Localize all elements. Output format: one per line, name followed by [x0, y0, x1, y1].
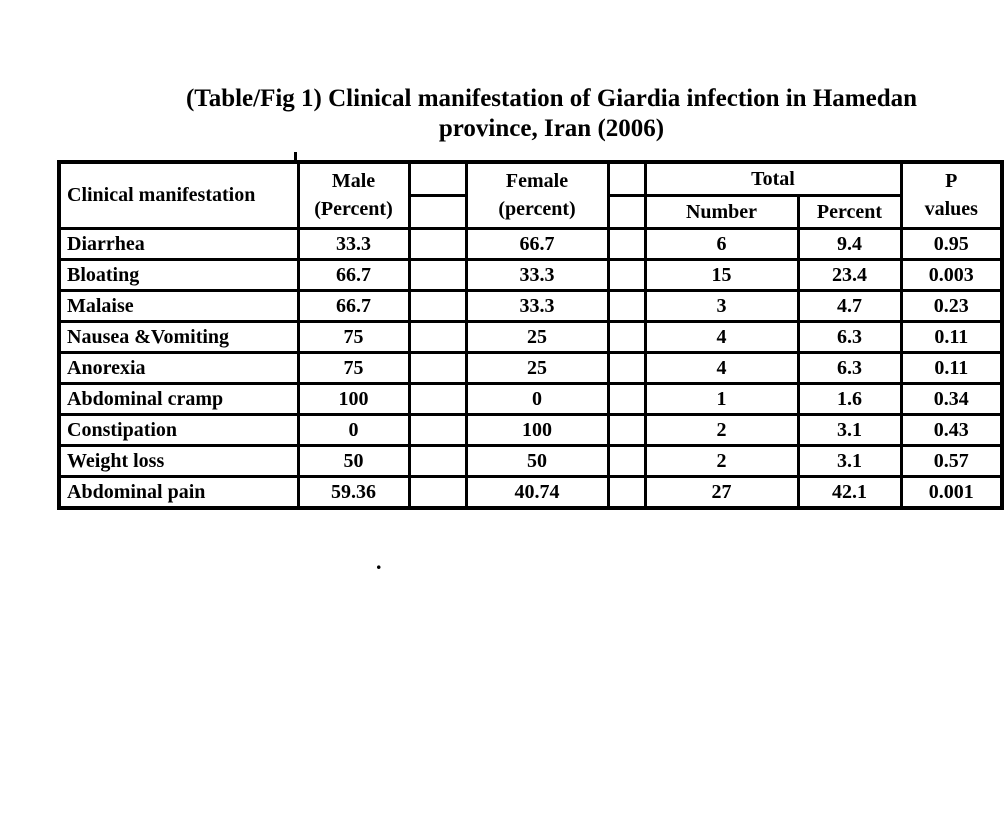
- header-clinical-manifestation: Clinical manifestation: [59, 162, 298, 228]
- header-spacer-2-bottom: [608, 195, 645, 228]
- cell-number: 4: [645, 321, 798, 352]
- cell-male: 66.7: [298, 259, 409, 290]
- table-row-abdominal-pain: [59, 476, 1002, 508]
- table-row-anorexia: [59, 352, 1002, 383]
- cell-spacer: [608, 290, 645, 321]
- table-row-abdominal-cramp: [59, 383, 1002, 414]
- header-p-values: [901, 162, 1002, 228]
- cell-male: 100: [298, 383, 409, 414]
- header-row-1: [59, 162, 1002, 195]
- header-female-line1: Female: [505, 170, 569, 193]
- cell-female: 33.3: [466, 290, 608, 321]
- cell-number: 6: [645, 228, 798, 259]
- header-spacer-1-bottom: [409, 195, 466, 228]
- cell-p-value: 0.11: [901, 352, 1002, 383]
- cell-label: Bloating: [59, 259, 298, 290]
- cell-label: Weight loss: [59, 445, 298, 476]
- cell-number: 2: [645, 414, 798, 445]
- cell-spacer: [608, 383, 645, 414]
- cell-spacer: [409, 352, 466, 383]
- cell-p-value: 0.43: [901, 414, 1002, 445]
- cell-number: 1: [645, 383, 798, 414]
- cell-male: 75: [298, 321, 409, 352]
- cell-female: 100: [466, 414, 608, 445]
- cell-spacer: [608, 414, 645, 445]
- header-total: Total: [645, 162, 901, 195]
- cell-number: 27: [645, 476, 798, 508]
- cell-number: 3: [645, 290, 798, 321]
- cell-female: 25: [466, 321, 608, 352]
- table-row-nausea-vomiting: [59, 321, 1002, 352]
- header-total-percent: Percent: [798, 195, 901, 228]
- cell-p-value: 0.11: [901, 321, 1002, 352]
- cell-spacer: [409, 383, 466, 414]
- cell-percent: 42.1: [798, 476, 901, 508]
- cell-spacer: [409, 445, 466, 476]
- cell-spacer: [608, 352, 645, 383]
- cell-number: 15: [645, 259, 798, 290]
- header-spacer-1-top: [409, 162, 466, 195]
- cell-percent: 6.3: [798, 321, 901, 352]
- table-row-constipation: [59, 414, 1002, 445]
- cell-spacer: [409, 414, 466, 445]
- cell-male: 66.7: [298, 290, 409, 321]
- cell-percent: 6.3: [798, 352, 901, 383]
- figure-title-line2: province, Iran (2006): [438, 115, 665, 142]
- figure-title-line1: (Table/Fig 1) Clinical manifestation of Giardia infection in Hamedan: [185, 85, 918, 112]
- cell-male: 59.36: [298, 476, 409, 508]
- header-p-line2: values: [924, 198, 978, 221]
- header-total-number: Number: [645, 195, 798, 228]
- cell-p-value: 0.34: [901, 383, 1002, 414]
- header-spacer-2-top: [608, 162, 645, 195]
- cell-female: 33.3: [466, 259, 608, 290]
- cell-spacer: [409, 321, 466, 352]
- cell-female: 25: [466, 352, 608, 383]
- cell-label: Abdominal cramp: [59, 383, 298, 414]
- cell-male: 50: [298, 445, 409, 476]
- stray-dot-mark: .: [376, 549, 382, 574]
- cell-spacer: [409, 476, 466, 508]
- cell-percent: 3.1: [798, 414, 901, 445]
- cell-male: 75: [298, 352, 409, 383]
- cell-percent: 3.1: [798, 445, 901, 476]
- header-male-line1: Male: [331, 170, 376, 193]
- cell-p-value: 0.003: [901, 259, 1002, 290]
- cell-label: Constipation: [59, 414, 298, 445]
- cell-label: Abdominal pain: [59, 476, 298, 508]
- cell-percent: 23.4: [798, 259, 901, 290]
- header-female-line2: (percent): [498, 198, 576, 221]
- cell-p-value: 0.95: [901, 228, 1002, 259]
- cell-p-value: 0.57: [901, 445, 1002, 476]
- cell-male: 0: [298, 414, 409, 445]
- table-row-bloating: [59, 259, 1002, 290]
- cell-female: 66.7: [466, 228, 608, 259]
- cell-spacer: [608, 259, 645, 290]
- cell-spacer: [608, 476, 645, 508]
- cell-percent: 4.7: [798, 290, 901, 321]
- header-p-line1: P: [945, 170, 958, 193]
- cell-p-value: 0.001: [901, 476, 1002, 508]
- header-male-percent: [298, 162, 409, 228]
- cell-label: Anorexia: [59, 352, 298, 383]
- header-female-percent: [466, 162, 608, 228]
- cell-female: 40.74: [466, 476, 608, 508]
- cell-p-value: 0.23: [901, 290, 1002, 321]
- cell-spacer: [608, 321, 645, 352]
- cell-male: 33.3: [298, 228, 409, 259]
- cell-label: Malaise: [59, 290, 298, 321]
- cell-percent: 9.4: [798, 228, 901, 259]
- table-row-malaise: [59, 290, 1002, 321]
- cell-number: 2: [645, 445, 798, 476]
- cell-spacer: [409, 228, 466, 259]
- cell-spacer: [409, 290, 466, 321]
- cell-spacer: [608, 228, 645, 259]
- header-male-line2: (Percent): [314, 198, 393, 221]
- table-row-weight-loss: [59, 445, 1002, 476]
- clinical-manifestation-table: [57, 160, 1004, 510]
- cell-number: 4: [645, 352, 798, 383]
- cell-label: Nausea &Vomiting: [59, 321, 298, 352]
- figure-title: [100, 84, 1003, 144]
- cell-spacer: [409, 259, 466, 290]
- table-row-diarrhea: [59, 228, 1002, 259]
- cell-label: Diarrhea: [59, 228, 298, 259]
- cell-spacer: [608, 445, 645, 476]
- cell-female: 0: [466, 383, 608, 414]
- cell-female: 50: [466, 445, 608, 476]
- cell-percent: 1.6: [798, 383, 901, 414]
